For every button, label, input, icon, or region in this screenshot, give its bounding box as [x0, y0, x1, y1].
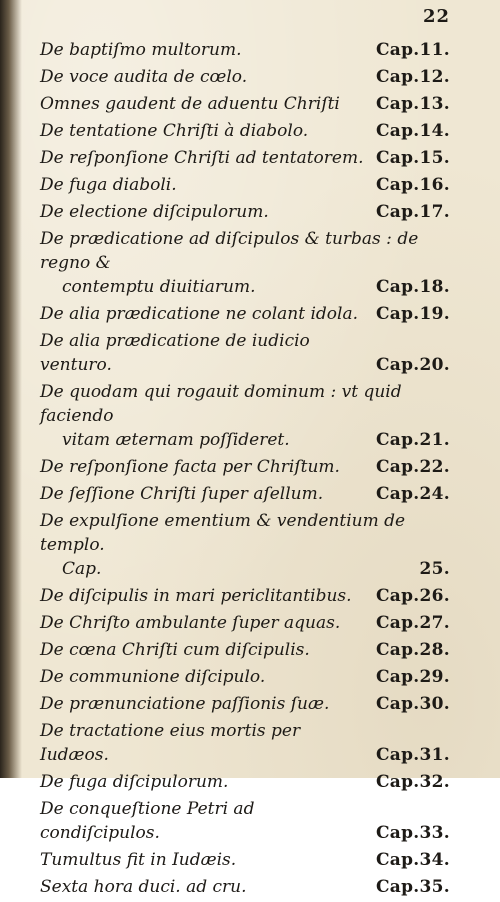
toc-entry-cap-18: [40, 227, 450, 299]
entry-chapter: Cap.19.: [375, 304, 450, 324]
entry-chapter: Cap.22.: [375, 457, 450, 477]
entry-title-line-1: De expulſione ementium & vendentium de templo.: [40, 511, 406, 555]
entry-chapter: Cap.28.: [375, 640, 450, 660]
toc-entry-cap-14: [40, 119, 450, 143]
entry-chapter: Cap.30.: [375, 694, 450, 714]
toc-entry-cap-15: [40, 146, 450, 170]
entry-title: De tentatione Chriſti à diabolo.: [40, 121, 309, 141]
table-of-contents: [40, 38, 450, 902]
toc-entry-cap-12: [40, 65, 450, 89]
toc-entry-cap-35: [40, 875, 450, 899]
toc-entry-cap-16: [40, 173, 450, 197]
toc-entry-cap-13: [40, 92, 450, 116]
toc-entry-cap-30: [40, 692, 450, 716]
toc-entry-cap-34: [40, 848, 450, 872]
toc-entry-cap-19: [40, 302, 450, 326]
entry-chapter: Cap.21.: [375, 430, 450, 450]
entry-title: De Chriſto ambulante ſuper aquas.: [40, 613, 341, 633]
entry-title: De ſeſſione Chriſti ſuper aſellum.: [40, 484, 324, 504]
entry-chapter: Cap.14.: [375, 121, 450, 141]
entry-title-line-2: contemptu diuitiarum.: [62, 277, 256, 297]
toc-entry-cap-11: [40, 38, 450, 62]
toc-entry-cap-22: [40, 455, 450, 479]
toc-entry-cap-27: [40, 611, 450, 635]
entry-title: De prænunciatione paſſionis ſuæ.: [40, 694, 330, 714]
toc-entry-cap-33: [40, 797, 450, 845]
entry-title: De communione diſcipulo.: [40, 667, 266, 687]
entry-title: Omnes gaudent de aduentu Chriſti: [40, 94, 340, 114]
entry-title: De voce audita de cœlo.: [40, 67, 248, 87]
entry-title: De diſcipulis in mari periclitantibus.: [40, 586, 352, 606]
entry-title: De alia prædicatione de iudicio venturo.: [40, 331, 310, 375]
entry-title: De cœna Chriſti cum diſcipulis.: [40, 640, 310, 660]
toc-entry-cap-32: [40, 770, 450, 794]
entry-chapter: Cap.17.: [375, 202, 450, 222]
entry-chapter: Cap.26.: [375, 586, 450, 606]
entry-title: De reſponſione Chriſti ad tentatorem.: [40, 148, 364, 168]
entry-title: De reſponſione facta per Chriſtum.: [40, 457, 340, 477]
entry-title: De fuga diaboli.: [40, 175, 177, 195]
entry-title-line-2: vitam æternam poſſideret.: [62, 430, 290, 450]
entry-chapter: Cap.11.: [375, 40, 450, 60]
entry-chapter: Cap.35.: [375, 877, 450, 897]
entry-chapter: Cap.12.: [375, 67, 450, 87]
entry-title: De tractatione eius mortis per Iudæos.: [40, 721, 301, 765]
entry-chapter: Cap.27.: [375, 613, 450, 633]
toc-entry-cap-26: [40, 584, 450, 608]
entry-chapter: Cap.16.: [375, 175, 450, 195]
entry-title: De alia prædicatione ne colant idola.: [40, 304, 358, 324]
entry-title-line-1: De prædicatione ad diſcipulos & turbas : de regno &: [40, 229, 419, 273]
entry-chapter: Cap.13.: [375, 94, 450, 114]
entry-title: [40, 509, 450, 581]
toc-entry-cap-20: [40, 329, 450, 377]
toc-entry-cap-17: [40, 200, 450, 224]
entry-chapter: Cap.15.: [375, 148, 450, 168]
entry-title: Sexta hora duci. ad cru.: [40, 877, 247, 897]
entry-title: De fuga diſcipulorum.: [40, 772, 229, 792]
entry-title: De baptiſmo multorum.: [40, 40, 242, 60]
entry-title: Tumultus fit in Iudæis.: [40, 850, 237, 870]
toc-entry-cap-31: [40, 719, 450, 767]
entry-chapter: Cap.31.: [375, 745, 450, 765]
binding-gutter: [0, 0, 22, 778]
entry-chapter: Cap.18.: [375, 277, 450, 297]
toc-entry-cap-25: [40, 509, 450, 581]
entry-chapter: Cap.29.: [375, 667, 450, 687]
entry-title: De conqueſtione Petri ad condiſcipulos.: [40, 799, 255, 843]
entry-chapter: 25.: [419, 559, 450, 579]
page-number: 22: [422, 6, 450, 27]
entry-title-line-1: De quodam qui rogauit dominum : vt quid faciendo: [40, 382, 402, 426]
entry-title-line-2: Cap.: [62, 559, 102, 579]
toc-entry-cap-21: [40, 380, 450, 452]
entry-title: De electione diſcipulorum.: [40, 202, 269, 222]
entry-chapter: Cap.20.: [375, 355, 450, 375]
entry-chapter: Cap.32.: [375, 772, 450, 792]
toc-entry-cap-24: [40, 482, 450, 506]
toc-entry-cap-28: [40, 638, 450, 662]
entry-chapter: Cap.34.: [375, 850, 450, 870]
entry-chapter: Cap.33.: [375, 823, 450, 843]
entry-chapter: Cap.24.: [375, 484, 450, 504]
toc-entry-cap-29: [40, 665, 450, 689]
